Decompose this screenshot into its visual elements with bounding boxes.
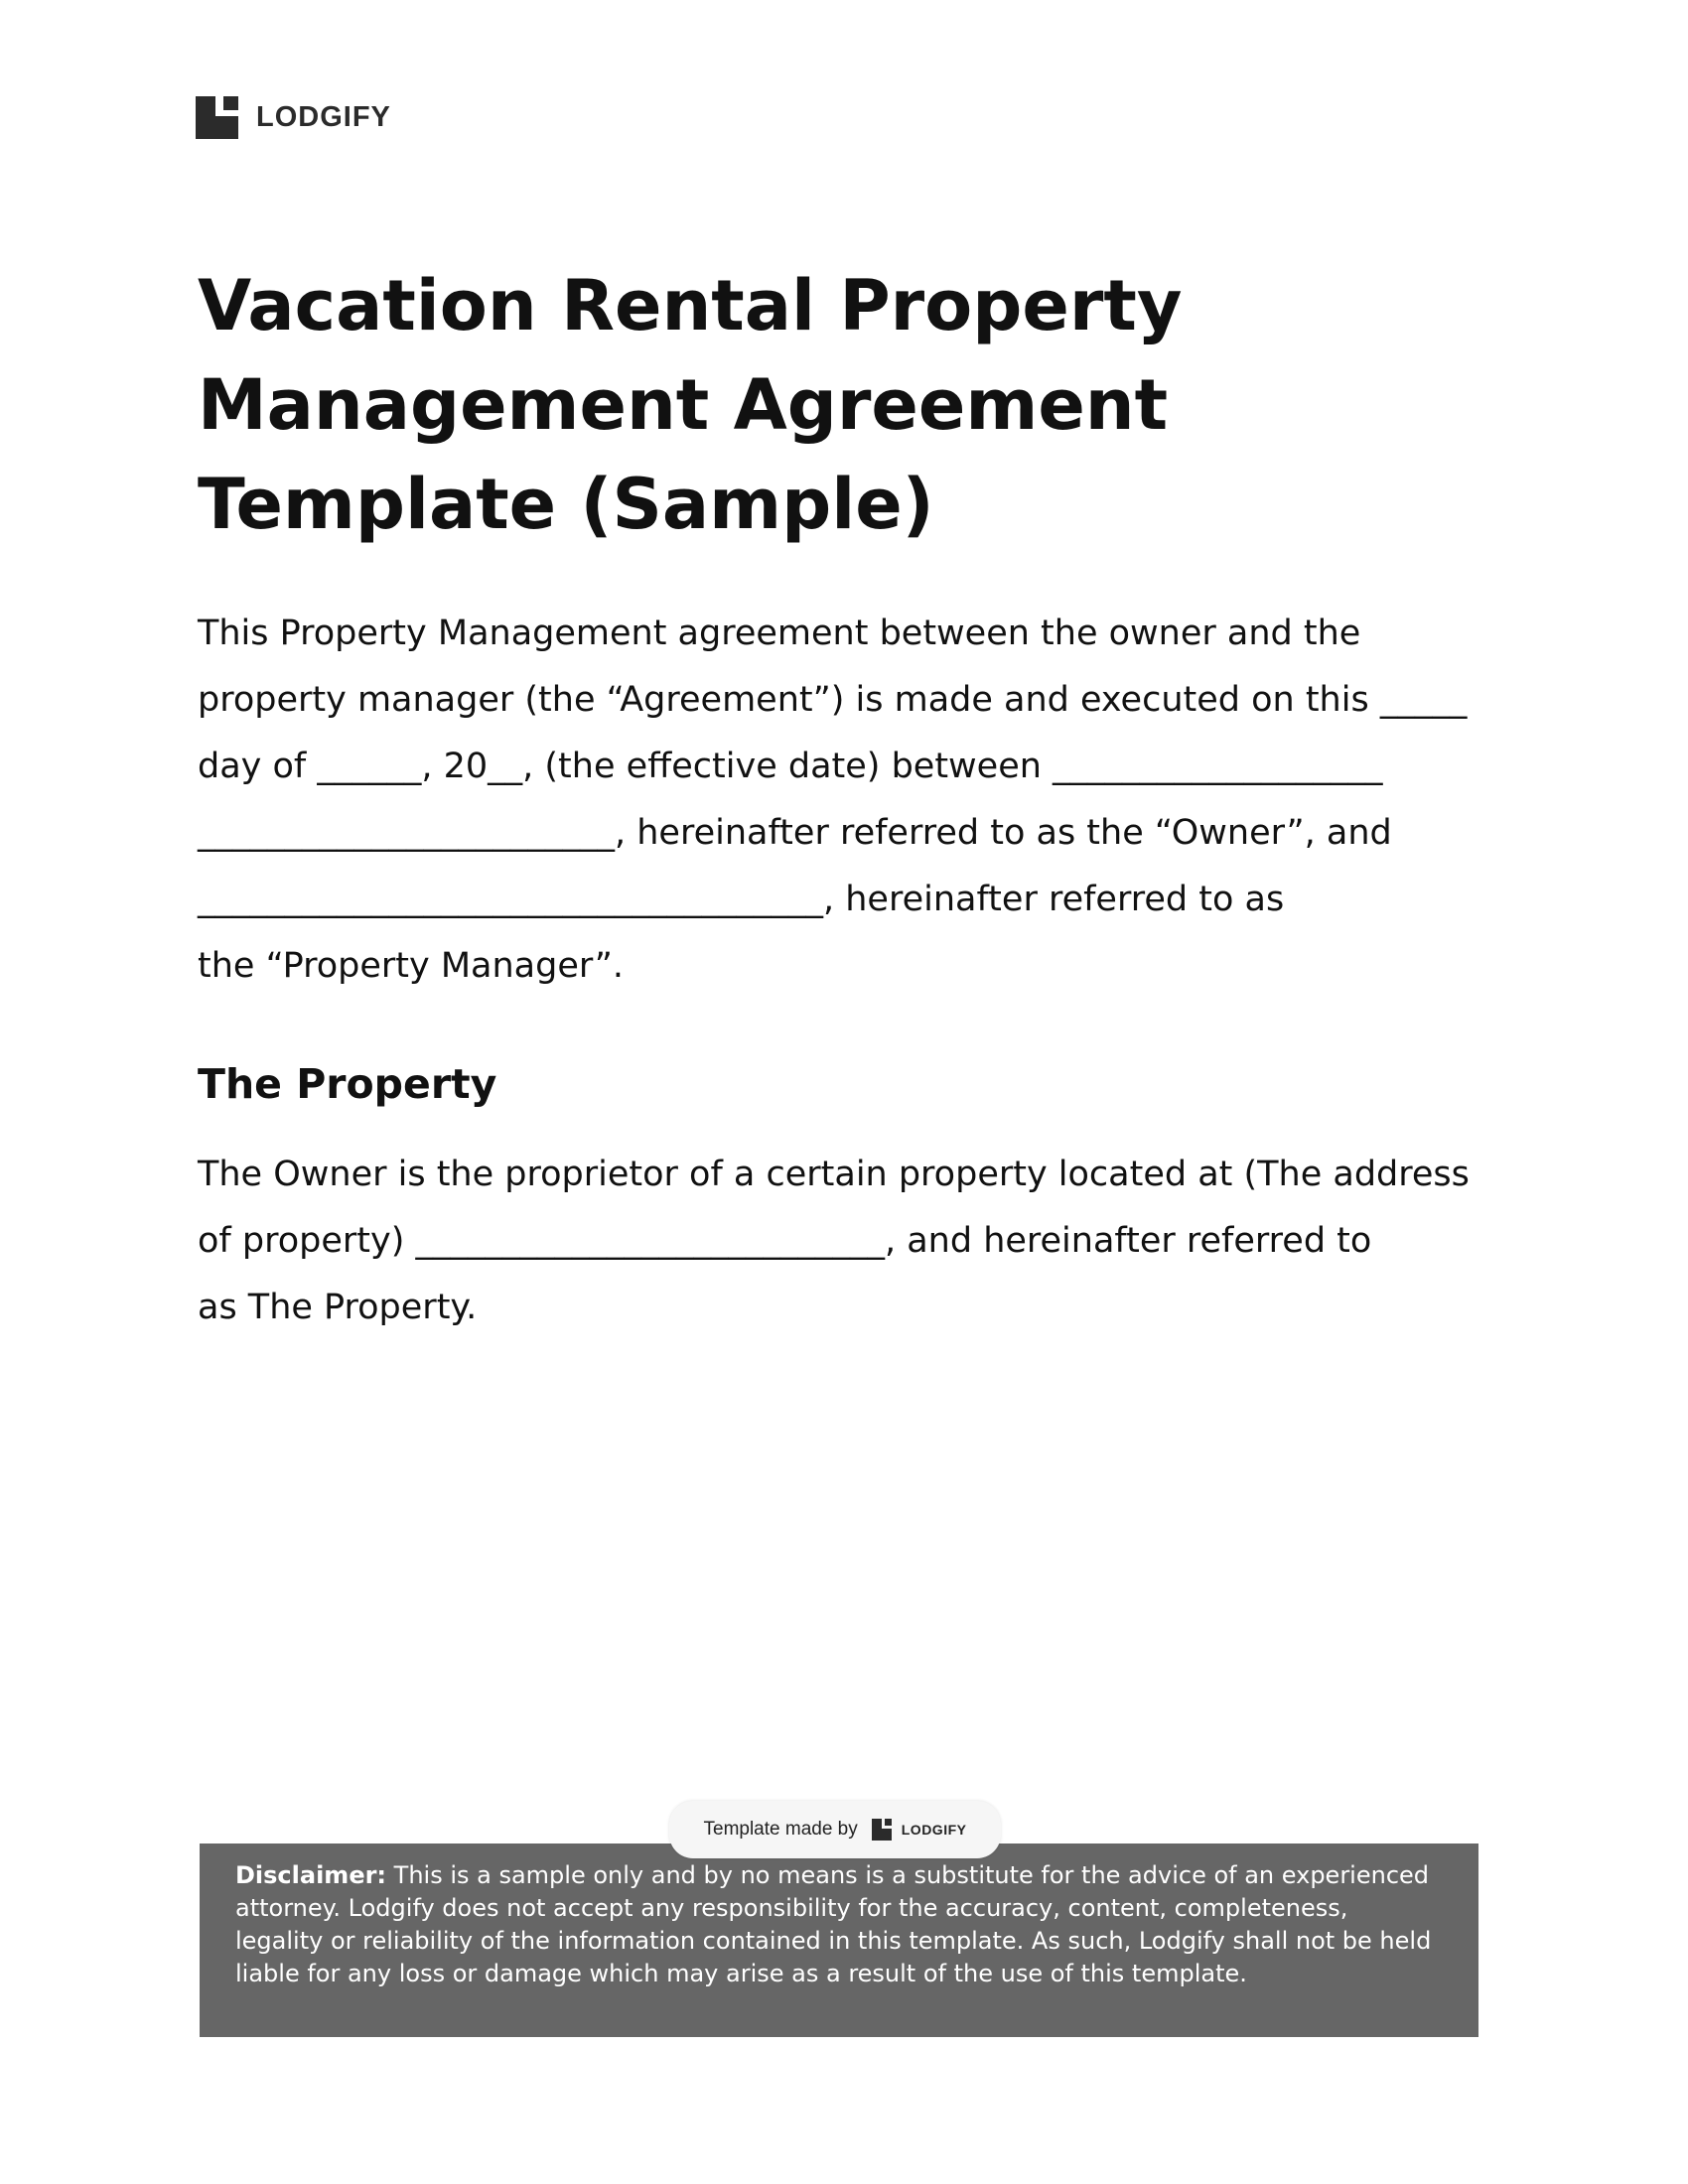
- text-line: property manager (the “Agreement”) is made and executed on this _____: [198, 680, 1468, 720]
- made-by-label: Template made by: [703, 1819, 858, 1840]
- text-line: This Property Management agreement between the owner and the: [198, 614, 1361, 653]
- disclaimer-box: [200, 1843, 1478, 2037]
- logo-text: LODGIFY: [256, 101, 391, 133]
- text-line: ____________________________________, hereinafter referred to as: [198, 880, 1285, 919]
- disclaimer-text: This is a sample only and by no means is a substitute for the advice of an experienced attorney. Lodgify does not accept any responsibility for the accuracy, content, completeness, legality or reliability of the information contained in this template. As such, Lodgify shall not be held liable for any loss or damage which may arise as a result of the use of this template.: [235, 1861, 1432, 1987]
- intro-paragraph: [198, 601, 1467, 1000]
- text-line: of property) ___________________________, and hereinafter referred to: [198, 1221, 1372, 1261]
- text-line: the “Property Manager”.: [198, 946, 624, 986]
- text-line: day of ______, 20__, (the effective date) between ___________________: [198, 747, 1383, 786]
- lodgify-logo: [196, 96, 391, 139]
- section-heading: The Property: [198, 1060, 497, 1108]
- text-line: ________________________, hereinafter referred to as the “Owner”, and: [198, 813, 1392, 853]
- text-line: as The Property.: [198, 1288, 478, 1327]
- property-paragraph: [198, 1142, 1470, 1341]
- document-title: Vacation Rental Property Management Agreement Template (Sample): [198, 265, 1183, 545]
- lodgify-logo-icon: [872, 1819, 892, 1841]
- brand-text: LODGIFY: [901, 1822, 967, 1838]
- lodgify-logo-icon: [196, 96, 238, 139]
- template-made-by-badge: [669, 1801, 1001, 1858]
- disclaimer-label: Disclaimer:: [235, 1861, 387, 1889]
- text-line: The Owner is the proprietor of a certain property located at (The address: [198, 1155, 1470, 1194]
